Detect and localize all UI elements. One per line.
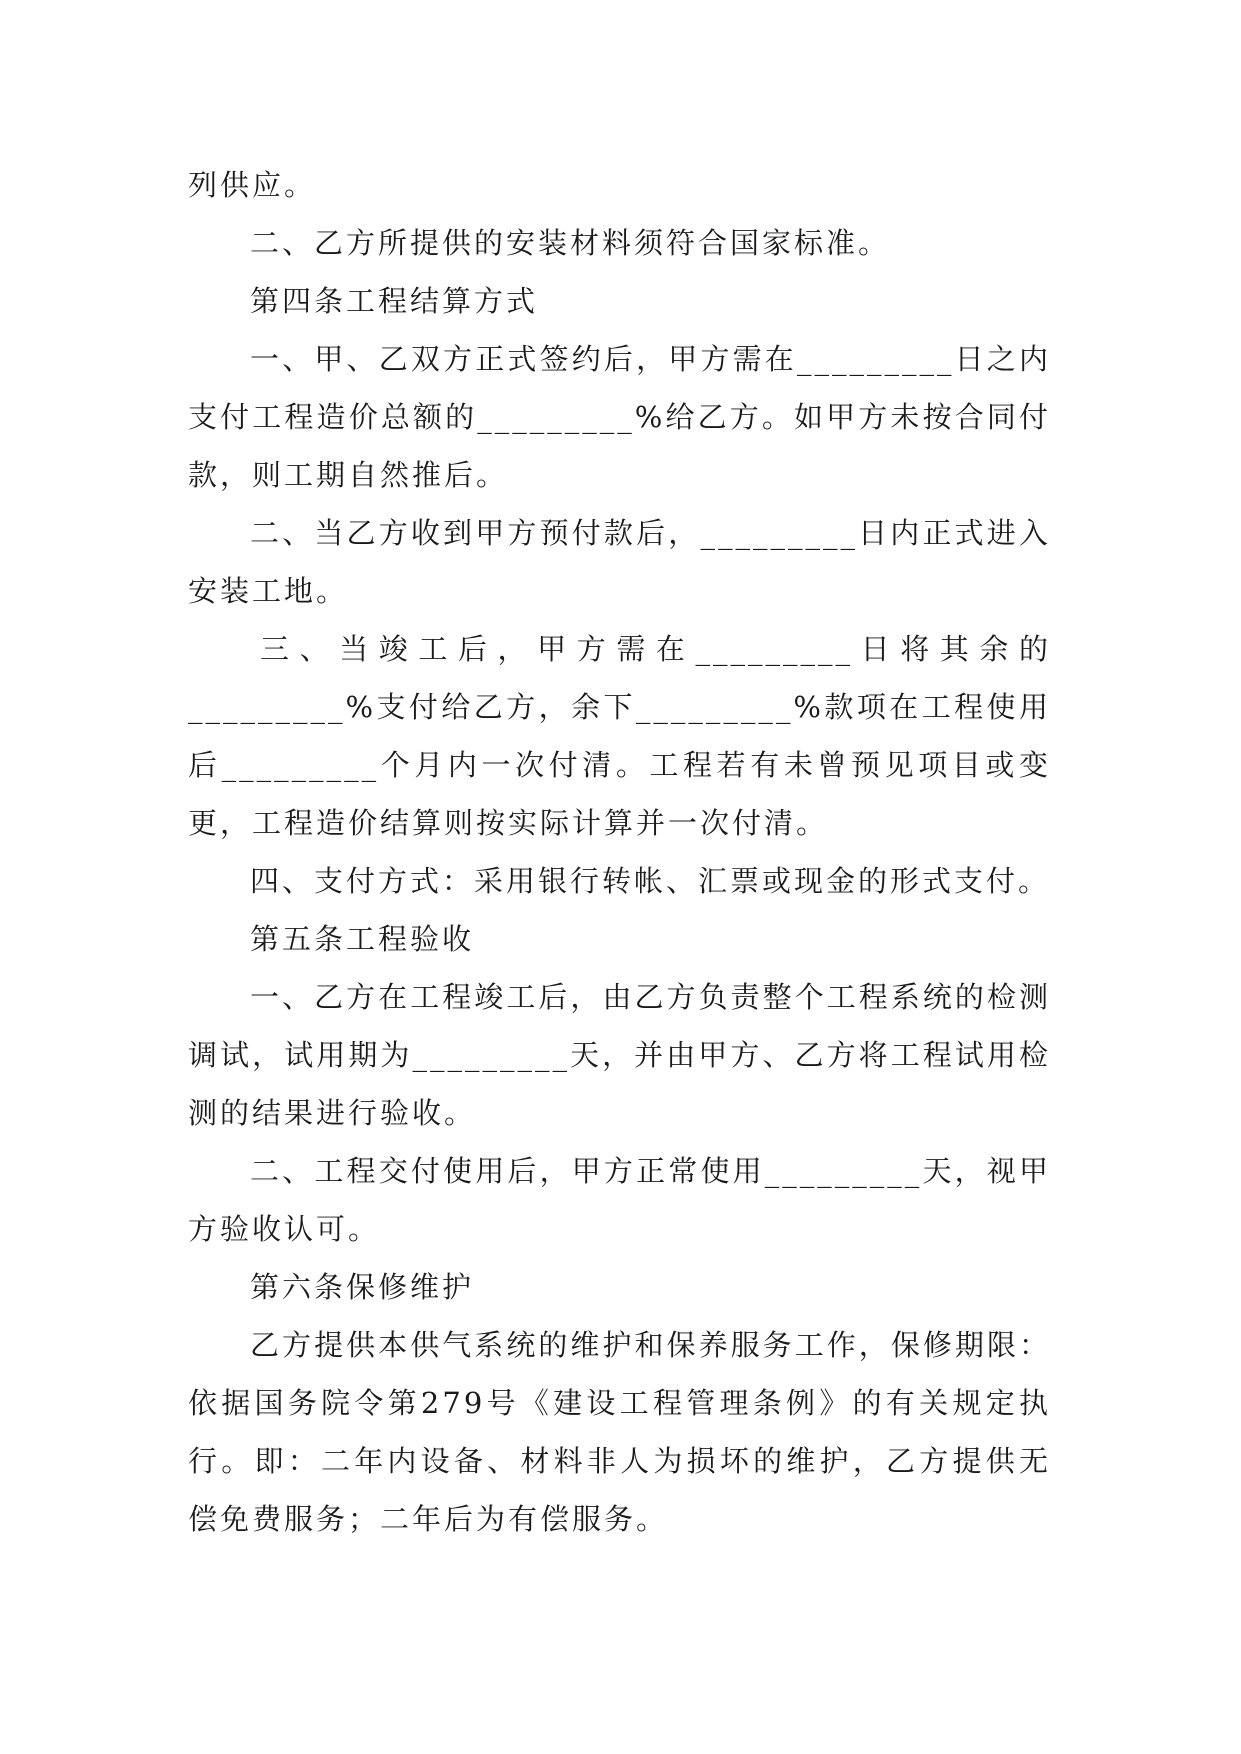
paragraph-materials-standard: 二、乙方所提供的安装材料须符合国家标准。 xyxy=(250,226,891,260)
paragraph-site-entry: 二、当乙方收到甲方预付款后，_________日内正式进入安装工地。 xyxy=(188,516,1051,608)
paragraph-acceptance: 二、工程交付使用后，甲方正常使用_________天，视甲方验收认可。 xyxy=(188,1154,1051,1246)
paragraph-continuation: 列供应。 xyxy=(188,168,317,202)
heading-article-4: 第四条工程结算方式 xyxy=(250,284,539,318)
document-body xyxy=(188,156,1051,1548)
paragraph-payment-method: 四、支付方式：采用银行转帐、汇票或现金的形式支付。 xyxy=(250,864,1051,898)
paragraph-prepayment: 一、甲、乙双方正式签约后，甲方需在_________日之内支付工程造价总额的_________%给乙方。如甲方未按合同付款，则工期自然推后。 xyxy=(188,342,1051,492)
heading-article-6: 第六条保修维护 xyxy=(250,1270,475,1304)
paragraph-trial-period: 一、乙方在工程竣工后，由乙方负责整个工程系统的检测调试，试用期为_________天，并由甲方、乙方将工程试用检测的结果进行验收。 xyxy=(188,980,1051,1130)
paragraph-warranty: 乙方提供本供气系统的维护和保养服务工作，保修期限：依据国务院令第279号《建设工程管理条例》的有关规定执行。即：二年内设备、材料非人为损坏的维护，乙方提供无偿免费服务；二年后为有偿服务。 xyxy=(188,1328,1051,1536)
heading-article-5: 第五条工程验收 xyxy=(250,922,475,956)
paragraph-final-payment: 三、当竣工后，甲方需在_________日将其余的_________%支付给乙方，余下_________%款项在工程使用后_________个月内一次付清。工程若有未曾预见项目或变更，工程造价结算则按实际计算并一次付清。 xyxy=(188,632,1051,840)
